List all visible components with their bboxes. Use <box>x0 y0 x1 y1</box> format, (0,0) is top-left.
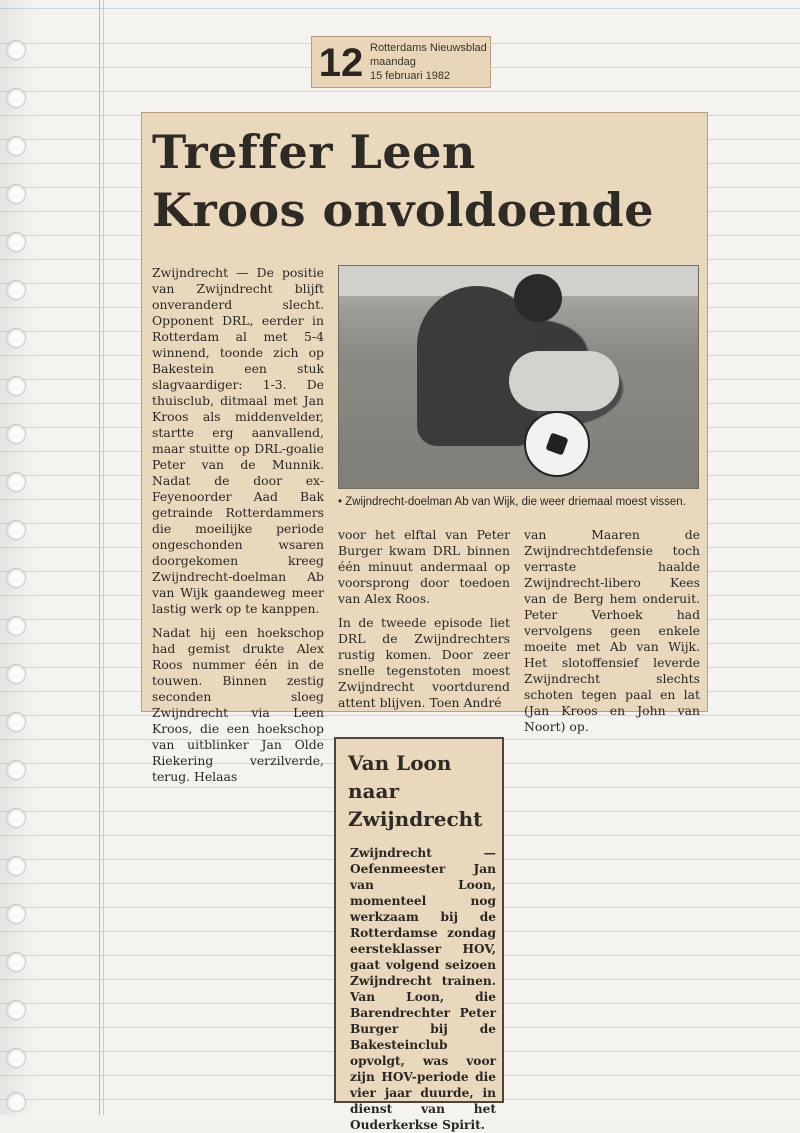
binder-hole <box>6 664 26 684</box>
article-column-2 <box>338 527 510 719</box>
binder-hole <box>6 136 26 156</box>
binder-hole <box>6 328 26 348</box>
binder-hole <box>6 1092 26 1112</box>
publication-day: maandag <box>370 56 416 68</box>
photo-goalkeeper-legs <box>509 351 619 411</box>
binder-hole <box>6 808 26 828</box>
paragraph: Zwijndrecht — De positie van Zwijndrecht blijft onveranderd slecht. Opponent DRL, eerder in Rotterdam al met 5-4 winnend, toonde zich op Bakestein een stuk slagvaardiger: 1-3. De thuisclub, ditmaal met Jan Kroos als middenvelder, startte erg aanvallend, maar stuitte op DRL-goalie Peter van de Munnik. Nadat de door ex-Feyenoorder Aad Bak getrainde Rotterdammers die moeilijke periode ongeschonden wsaren doorgekomen kreeg Zwijndrecht-doelman Ab van Wijk gaandeweg meer lastig werk op te kanppen. <box>152 265 324 616</box>
paragraph: van Maaren de Zwijndrechtdefensie toch verraste haalde Zwijndrecht-libero Kees van de Berg hem onderuit. Peter Verhoek had vervolgens geen enkele moeite met Ab van Wijk. Het slotoffensief leverde Zwijndrecht slechts schoten tegen paal en lat (Jan Kroos en John van Noort) op. <box>524 527 700 734</box>
page-number: 12 <box>318 41 364 85</box>
binder-hole <box>6 376 26 396</box>
masthead-info <box>370 41 487 83</box>
headline-line-3: Zwijndrecht <box>348 807 483 831</box>
binder-hole <box>6 424 26 444</box>
article-clipping-secondary <box>334 737 504 1132</box>
article-photo <box>338 265 699 489</box>
binder-hole <box>6 856 26 876</box>
headline-line-2: naar <box>348 779 399 803</box>
binder-hole <box>6 40 26 60</box>
paragraph: In de tweede episode liet DRL de Zwijndrechters rustig komen. Door zeer snelle tegenstoten moest Zwijndrecht voortdurend attent blijven. Toen André <box>338 615 510 710</box>
binder-hole <box>6 88 26 108</box>
masthead-clipping <box>311 36 491 88</box>
headline-line-1: Van Loon <box>348 751 452 775</box>
photo-football <box>524 411 590 477</box>
binder-hole <box>6 616 26 636</box>
binder-hole <box>6 568 26 588</box>
binder-hole <box>6 184 26 204</box>
binder-hole <box>6 1048 26 1068</box>
binder-hole <box>6 760 26 780</box>
binder-hole <box>6 712 26 732</box>
article-column-3 <box>524 527 700 743</box>
article-column-1 <box>152 265 324 793</box>
margin-line-secondary <box>103 0 104 1115</box>
photo-goalkeeper-head <box>514 274 562 322</box>
publication-date: 15 februari 1982 <box>370 70 451 82</box>
headline-line-2: Kroos onvoldoende <box>152 183 654 237</box>
newspaper-name: Rotterdams Nieuwsblad <box>370 42 487 54</box>
binder-hole <box>6 952 26 972</box>
binder-hole <box>6 232 26 252</box>
binder-hole <box>6 280 26 300</box>
binder-hole <box>6 904 26 924</box>
article2-body: Zwijndrecht — Oefenmeester Jan van Loon, momenteel nog werkzaam bij de Rotterdamse zondag eersteklasser HOV, gaat volgend seizoen Zwijndrecht trainen. Van Loon, die Barendrechter Peter Burger bij de Bakesteinclub opvolgt, was voor zijn HOV-periode die vier jaar duurde, in dienst van het Ouderkerkse Spirit. <box>350 846 496 1132</box>
headline-line-1: Treffer Leen <box>152 125 476 179</box>
paragraph: voor het elftal van Peter Burger kwam DRL binnen één minuut andermaal op voorsprong door toedoen van Alex Roos. <box>338 527 510 606</box>
binder-hole <box>6 520 26 540</box>
article2-headline <box>348 749 498 833</box>
binder-hole <box>6 472 26 492</box>
paragraph: Nadat hij een hoekschop had gemist drukte Alex Roos nummer één in de touwen. Binnen zestig seconden sloeg Zwijndrecht via Leen Kroos, die een hoekschop van uitblinker Jan Olde Riekering verzilverde, terug. Helaas <box>152 625 324 784</box>
margin-line <box>99 0 100 1115</box>
binder-hole <box>6 1000 26 1020</box>
article-headline <box>152 123 697 239</box>
page-edge-shadow <box>0 0 36 1115</box>
photo-caption: • Zwijndrecht-doelman Ab van Wijk, die weer driemaal moest vissen. <box>338 496 686 508</box>
